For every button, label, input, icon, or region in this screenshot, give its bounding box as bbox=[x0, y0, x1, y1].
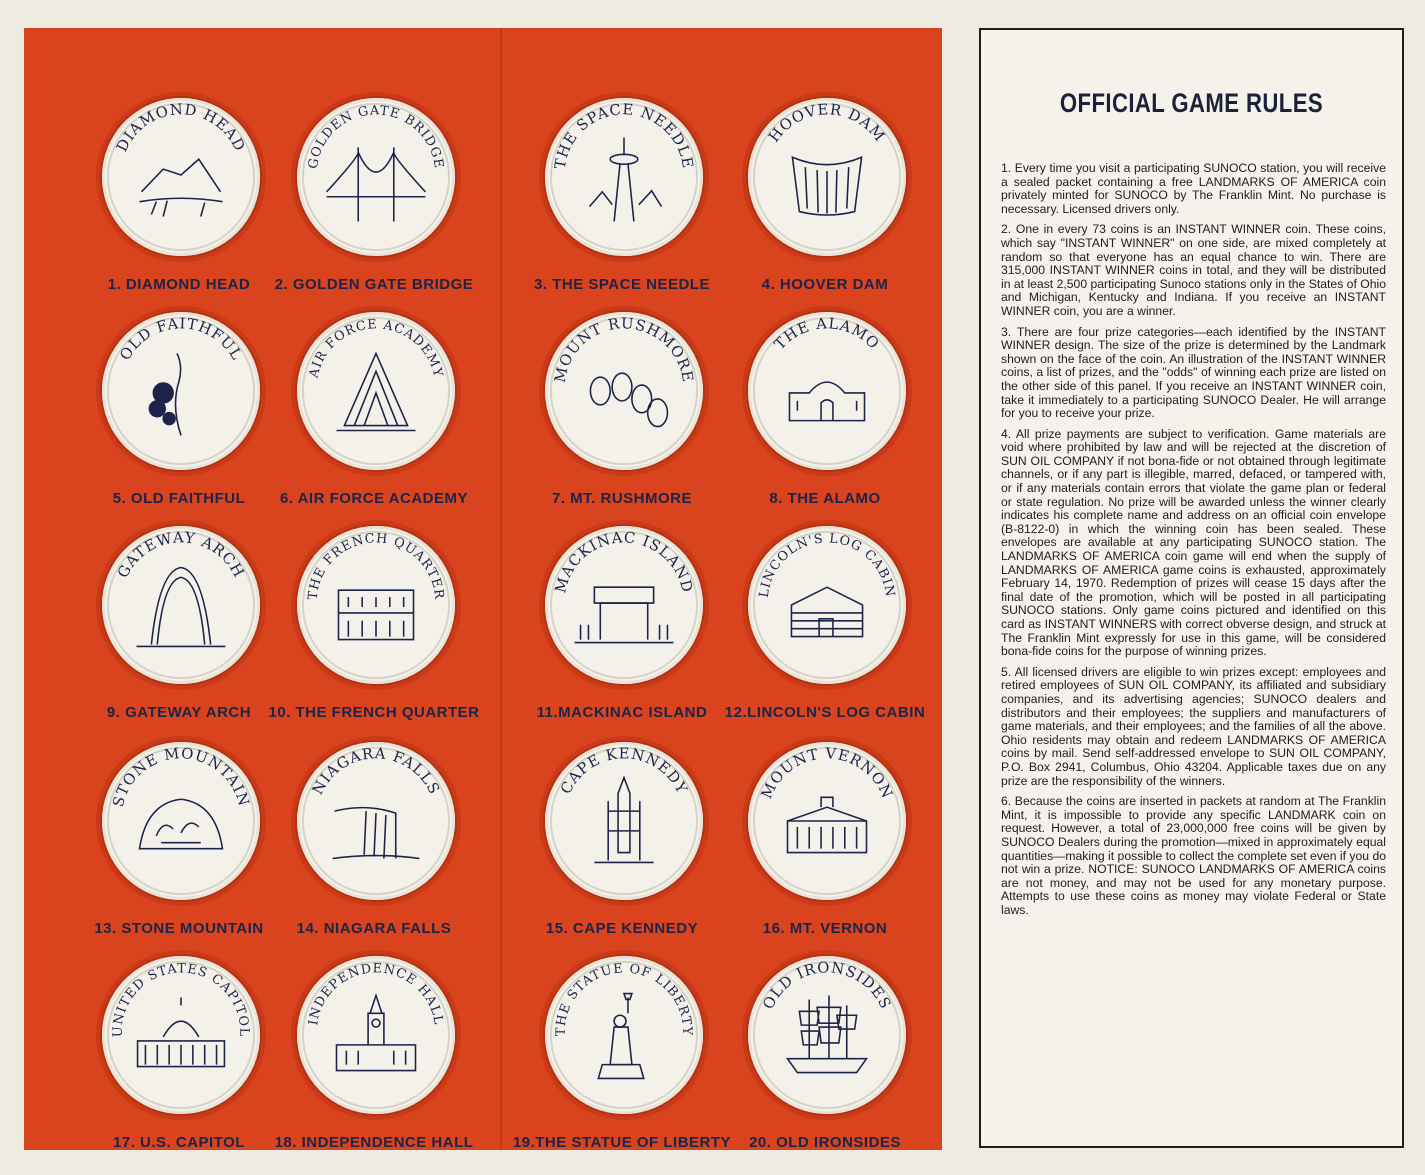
coin bbox=[748, 742, 906, 900]
coin-label: 4. HOOVER DAM bbox=[761, 276, 889, 293]
coin-cell bbox=[269, 90, 479, 300]
coin-cell bbox=[720, 90, 930, 300]
faces-icon bbox=[545, 312, 703, 470]
coin-legend: NIAGARA FALLS bbox=[309, 745, 443, 798]
coin-label: 1. DIAMOND HEAD bbox=[107, 276, 251, 293]
coin-cell bbox=[269, 948, 479, 1158]
coin bbox=[297, 956, 455, 1114]
coin-scene bbox=[575, 587, 674, 642]
coin-label: 5. OLD FAITHFUL bbox=[112, 490, 246, 507]
geyser-icon bbox=[102, 312, 260, 470]
ship-icon bbox=[748, 956, 906, 1114]
coin bbox=[297, 742, 455, 900]
rule-2: 2. One in every 73 coins is an INSTANT WINNER coin. These coins, which say "INSTANT WINNER" on one side, are mixed completely at random so that everyone has an equal chance to win. There are 315,000 INSTANT WINNER coins in total, and they will be distributed in at least 2,500 participating Sunoco stations only in the States of Ohio and Michigan, Kentucky and Indiana. If you receive an INSTANT WINNER coin, you are a winner. bbox=[1001, 222, 1386, 318]
coin-scene bbox=[140, 799, 223, 848]
coin-cell bbox=[269, 304, 479, 514]
coin bbox=[748, 526, 906, 684]
coin-legend: CAPE KENNEDY bbox=[557, 745, 691, 797]
coin bbox=[748, 956, 906, 1114]
coin-scene bbox=[337, 996, 416, 1071]
rule-1: 1. Every time you visit a participating SUNOCO station, you will receive a sealed packet containing a free LANDMARKS OF AMERICA coin privately minted for SUNOCO by The Franklin Mint. No purchase is necessary. Licensed drivers only. bbox=[1001, 161, 1386, 216]
rules-body bbox=[1001, 162, 1386, 924]
coin bbox=[748, 312, 906, 470]
coin-label: 19.THE STATUE OF LIBERTY bbox=[512, 1134, 732, 1151]
coin-label: 7. MT. RUSHMORE bbox=[551, 490, 692, 507]
coin-label: 12.LINCOLN'S LOG CABIN bbox=[724, 704, 926, 721]
coin bbox=[545, 956, 703, 1114]
coin-board bbox=[24, 28, 942, 1150]
coin-legend: THE STATUE OF LIBERTY bbox=[553, 961, 695, 1037]
bridge-icon bbox=[297, 98, 455, 256]
coin-legend: MACKINAC ISLAND bbox=[552, 529, 696, 595]
coin-scene bbox=[337, 353, 416, 430]
carving-icon bbox=[102, 742, 260, 900]
coin-legend: THE ALAMO bbox=[771, 315, 883, 354]
coin-label: 6. AIR FORCE ACADEMY bbox=[279, 490, 469, 507]
coin-cell bbox=[720, 948, 930, 1158]
coin-legend: OLD FAITHFUL bbox=[116, 315, 246, 364]
mountain-icon bbox=[102, 98, 260, 256]
coin-cell bbox=[512, 948, 732, 1158]
coin-cell bbox=[269, 518, 479, 728]
coin-legend: MOUNT VERNON bbox=[758, 745, 896, 802]
coin-scene bbox=[789, 382, 864, 421]
coin-label: 8. THE ALAMO bbox=[769, 490, 881, 507]
rocket-icon bbox=[545, 742, 703, 900]
coin-cell bbox=[74, 518, 284, 728]
coin bbox=[545, 526, 703, 684]
coin-cell bbox=[517, 734, 727, 944]
coin-scene bbox=[590, 373, 667, 426]
rule-6: 6. Because the coins are inserted in packets at random at The Franklin Mint, it is impossible to provide any specific LANDMARK coin on request. However, a total of 23,000,000 free coins will be given by SUNOCO Dealers during the promotion—mixed in approximately equal quantities—making it possible to collect the complete set even if you do not win a prize. NOTICE: SUNOCO LANDMARKS OF AMERICA coins are not money, and may not be used for any monetary purpose. Attempts to use these coins as money may violate Federal or State laws. bbox=[1001, 794, 1386, 917]
coin-scene bbox=[149, 353, 181, 435]
coin-legend: MOUNT RUSHMORE bbox=[551, 315, 697, 385]
coin-legend: OLD IRONSIDES bbox=[759, 959, 895, 1013]
coin-label: 9. GATEWAY ARCH bbox=[106, 704, 252, 721]
coin-scene bbox=[598, 994, 643, 1079]
rule-5: 5. All licensed drivers are eligible to win prizes except: employees and retired employees of SUN OIL COMPANY, its affiliated and subsidiary companies, and its advertising agencies; SUNOCO dealers and distributors and their employees; the suppliers and manufacturers of game materials, and their employees; and the families of all the above. Ohio residents may obtain and redeem LANDMARKS OF AMERICA coins by mail. Send self-addressed envelope to SUN OIL COMPANY, P.O. Box 2941, Columbus, Ohio 43204. Applicable taxes due on any prize are the responsibility of the winners. bbox=[1001, 664, 1386, 788]
coin-label: 3. THE SPACE NEEDLE bbox=[534, 276, 710, 293]
coin-label: 15. CAPE KENNEDY bbox=[545, 920, 699, 937]
coin-legend: THE FRENCH QUARTER bbox=[305, 531, 447, 601]
statue-icon bbox=[545, 956, 703, 1114]
coin bbox=[102, 742, 260, 900]
coin-scene bbox=[137, 567, 226, 646]
coin-cell bbox=[74, 90, 284, 300]
rule-3: 3. There are four prize categories—each identified by the INSTANT WINNER design. The size of the prize is determined by the Landmark shown on the face of the coin. An illustration of the INSTANT WINNER coins, a list of prizes, and the "odds" of winning each prize are listed on the other side of this panel. If you receive an INSTANT WINNER coin, take it immediately to a participating SUNOCO Dealer. He will arrange for you to receive your prize. bbox=[1001, 324, 1386, 421]
mission-icon bbox=[748, 312, 906, 470]
coin bbox=[748, 98, 906, 256]
coin bbox=[297, 312, 455, 470]
chapel-icon bbox=[297, 312, 455, 470]
coin-label: 2. GOLDEN GATE BRIDGE bbox=[274, 276, 474, 293]
coin-scene bbox=[788, 996, 867, 1073]
rules-title: OFFICIAL GAME RULES bbox=[1059, 88, 1324, 118]
coin-scene bbox=[140, 159, 223, 216]
rule-4: 4. All prize payments are subject to verification. Game materials are void where prohibited by law and will be rejected at the discretion of SUN OIL COMPANY if not bona-fide or not obtained through legitimate channels, or if any part is illegible, marred, defaced, or tampered with, or if any materials contain errors that violate the game plan or federal or state regulation. No prize will be awarded unless the winner clearly indicates his complete name and address on an official coin envelope (B-8122-0) in which the winning coin has been sealed. These envelopes are available at any participating SUNOCO station. The LANDMARKS OF AMERICA coin game will end when the supply of LANDMARKS OF AMERICA game coins is exhausted, approximately February 14, 1970. Redemption of prizes will cease 15 days after the final date of the promotion, which will be posted in all participating SUNOCO stations. Only game coins pictured and identified on this card as INSTANT WINNERS with correct obverse design, and struck at The Franklin Mint expressly for use in this game, will be considered bona-fide coins for the purpose of winning prizes. bbox=[1001, 426, 1386, 659]
coin-label: 18. INDEPENDENCE HALL bbox=[274, 1134, 474, 1151]
coin bbox=[545, 742, 703, 900]
arch-icon bbox=[102, 526, 260, 684]
coin-cell bbox=[517, 518, 727, 728]
coin-legend: THE SPACE NEEDLE bbox=[551, 101, 697, 171]
coin bbox=[545, 98, 703, 256]
coin-label: 13. STONE MOUNTAIN bbox=[94, 920, 264, 937]
coin bbox=[297, 526, 455, 684]
coin-legend: GATEWAY ARCH bbox=[114, 529, 248, 581]
coin-legend: UNITED STATES CAPITOL bbox=[110, 961, 252, 1038]
coin bbox=[102, 312, 260, 470]
coin-cell bbox=[74, 304, 284, 514]
coin bbox=[297, 98, 455, 256]
coin-legend: STONE MOUNTAIN bbox=[109, 745, 253, 809]
coin-cell bbox=[74, 948, 284, 1158]
fold-line bbox=[500, 28, 502, 1150]
coin-label: 11.MACKINAC ISLAND bbox=[536, 704, 708, 721]
coin-scene bbox=[788, 797, 867, 852]
coin-scene bbox=[594, 778, 653, 863]
coin-legend: HOOVER DAM bbox=[765, 101, 889, 146]
coin-legend: GOLDEN GATE BRIDGE bbox=[305, 103, 447, 170]
coin-cell bbox=[517, 304, 727, 514]
coin-legend: INDEPENDENCE HALL bbox=[306, 961, 446, 1027]
coin bbox=[102, 98, 260, 256]
waterfall-icon bbox=[297, 742, 455, 900]
coin-label: 14. NIAGARA FALLS bbox=[296, 920, 452, 937]
mansion-icon bbox=[748, 742, 906, 900]
coin bbox=[102, 526, 260, 684]
coin-label: 20. OLD IRONSIDES bbox=[749, 1134, 901, 1151]
coin-cell bbox=[720, 734, 930, 944]
coin-cell bbox=[517, 90, 727, 300]
fort-icon bbox=[545, 526, 703, 684]
coin-cell bbox=[720, 518, 930, 728]
rules-panel bbox=[979, 28, 1404, 1148]
cabin-icon bbox=[748, 526, 906, 684]
coin-scene bbox=[327, 147, 426, 221]
capitol-icon bbox=[102, 956, 260, 1114]
coin-legend: LINCOLN'S LOG CABIN bbox=[756, 531, 898, 599]
coin bbox=[545, 312, 703, 470]
coin-cell bbox=[720, 304, 930, 514]
coin-scene bbox=[589, 138, 661, 222]
building-icon bbox=[297, 526, 455, 684]
coin-scene bbox=[138, 997, 225, 1066]
coin-label: 16. MT. VERNON bbox=[762, 920, 888, 937]
coin-label: 17. U.S. CAPITOL bbox=[113, 1134, 245, 1151]
coin-scene bbox=[792, 157, 861, 215]
tower-icon bbox=[545, 98, 703, 256]
coin-label: 10. THE FRENCH QUARTER bbox=[268, 704, 480, 721]
coin-legend: AIR FORCE ACADEMY bbox=[306, 317, 446, 380]
coin-scene bbox=[338, 590, 413, 639]
coin-scene bbox=[333, 808, 420, 859]
coin bbox=[102, 956, 260, 1114]
coin-legend: DIAMOND HEAD bbox=[113, 101, 249, 155]
coin-scene bbox=[791, 587, 862, 636]
dam-icon bbox=[748, 98, 906, 256]
coin-cell bbox=[269, 734, 479, 944]
coin-cell bbox=[74, 734, 284, 944]
hall-icon bbox=[297, 956, 455, 1114]
